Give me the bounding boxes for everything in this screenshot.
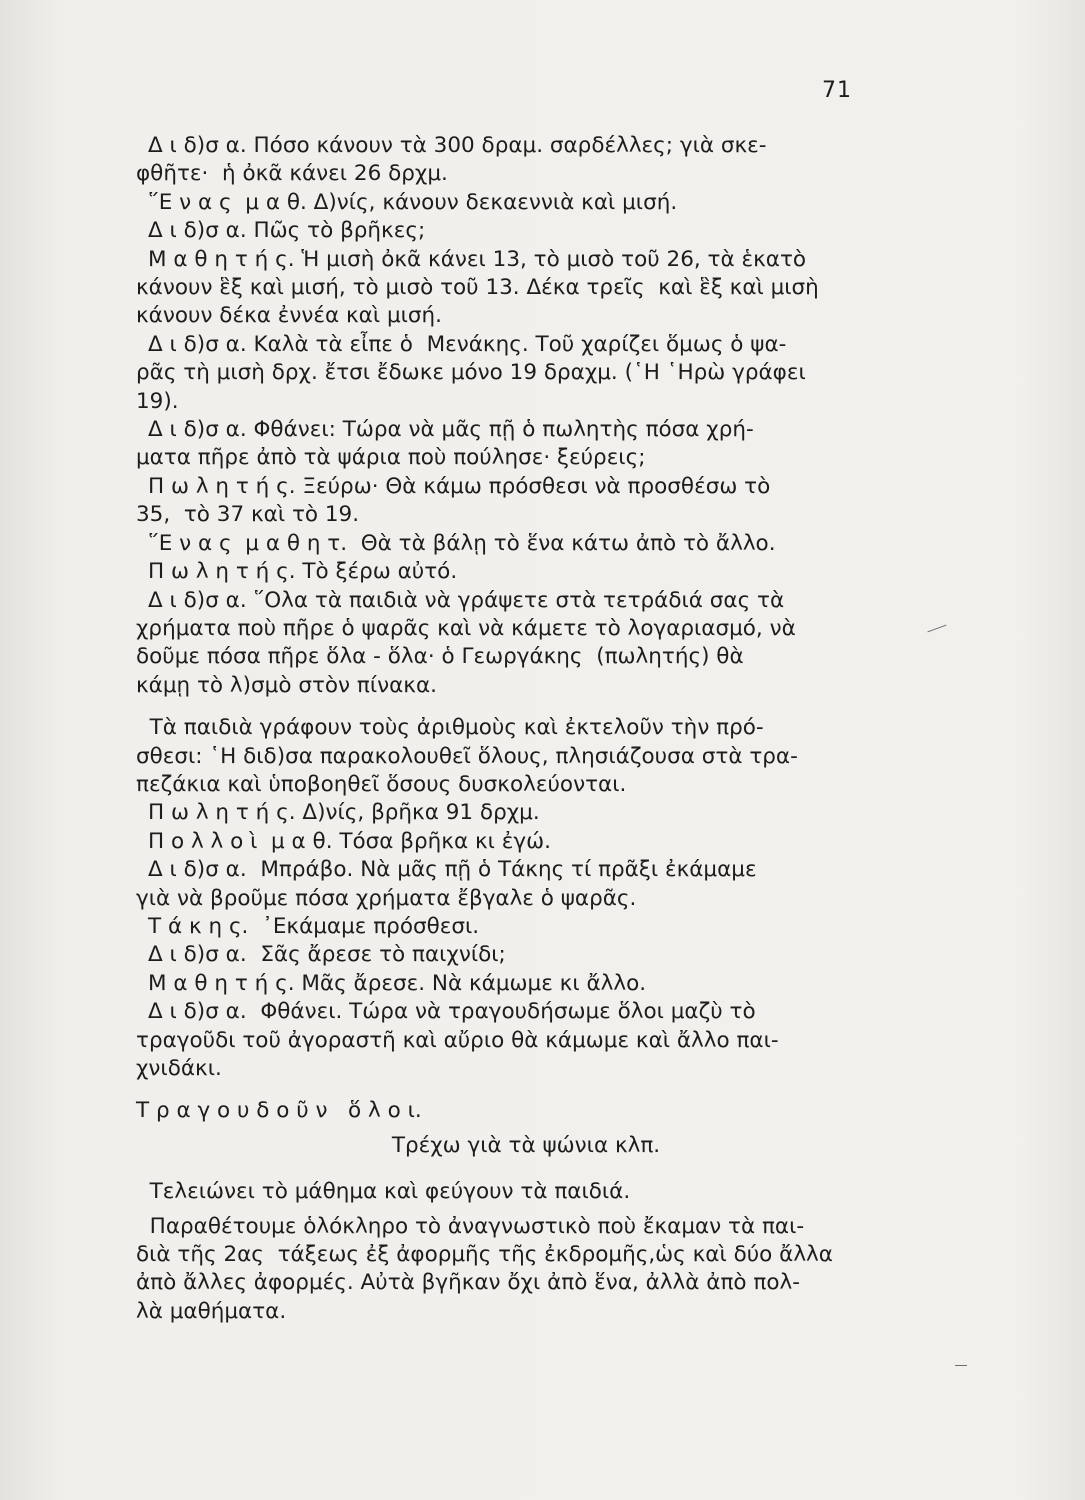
text-line xyxy=(136,416,896,444)
text-line xyxy=(136,587,896,615)
text-line xyxy=(136,743,896,771)
line-text: ματα πῆρε ἀπὸ τὰ ψάρια ποὺ πούλησε· ξεύρεις; xyxy=(136,445,646,471)
speaker-label: Π ω λ η τ ή ς. xyxy=(148,559,296,585)
line-text: ᾿Εκάμαμε πρόσθεσι. xyxy=(248,913,480,939)
paragraph-gap xyxy=(136,700,896,714)
line-text: Δ)νίς, βρῆκα 91 δρχμ. xyxy=(295,800,540,826)
closing-line: Παραθέτουμε ὁλόκληρο τὸ ἀναγνωστικὸ ποὺ ἔκαμαν τὰ παι- xyxy=(136,1213,805,1239)
line-text: Τὰ παιδιὰ γράφουν τοὺς ἀριθμοὺς καὶ ἐκτελοῦν τὴν πρό- xyxy=(136,715,764,741)
line-text: δοῦμε πόσα πῆρε ὅλα - ὅλα· ὁ Γεωργάκης (πωλητής) θὰ xyxy=(136,644,744,670)
paragraph-gap xyxy=(136,1083,896,1097)
speaker-label: Π ω λ η τ ή ς. xyxy=(148,473,296,499)
line-text: Τόσα βρῆκα κι ἐγώ. xyxy=(332,828,551,854)
line-text: κάνουν ἓξ καὶ μισή, τὸ μισὸ τοῦ 13. Δέκα τρεῖς καὶ ἓξ καὶ μισὴ xyxy=(136,275,819,301)
line-text: τραγοῦδι τοῦ ἀγοραστῆ καὶ αὔριο θὰ κάμωμε καὶ ἄλλο παι- xyxy=(136,1027,779,1053)
text-line xyxy=(136,970,896,998)
speaker-label: Π ο λ λ ο ὶ μ α θ. xyxy=(148,828,333,854)
line-text: κάνουν δέκα ἐννέα καὶ μισή. xyxy=(136,303,443,329)
text-line xyxy=(136,1027,896,1055)
speaker-label: Π ω λ η τ ή ς. xyxy=(148,800,296,826)
speaker-label: Τ ά κ η ς. xyxy=(148,913,249,939)
text-line xyxy=(136,388,896,416)
text-line xyxy=(136,1055,896,1083)
page-number: 71 xyxy=(822,78,852,103)
line-text: γιὰ νὰ βροῦμε πόσα χρήματα ἔβγαλε ὁ ψαρᾶς. xyxy=(136,885,637,911)
line-text: 19). xyxy=(136,388,179,414)
text-line xyxy=(136,501,896,529)
text-line xyxy=(136,998,896,1026)
song-title: Τρέχω γιὰ τὰ ψώνια κλπ. xyxy=(391,1132,661,1158)
speaker-label: Δ ι δ)σ α. xyxy=(148,999,247,1025)
line-text: Μπράβο. Νὰ μᾶς πῇ ὁ Τάκης τί πρᾶξι ἐκάμαμε xyxy=(246,857,757,883)
text-line xyxy=(136,359,896,387)
text-line xyxy=(136,615,896,643)
text-line xyxy=(136,160,896,188)
dialogue-body xyxy=(136,132,896,1326)
line-text: φθῆτε· ἡ ὀκᾶ κάνει 26 δρχμ. xyxy=(136,161,448,187)
speaker-label: Δ ι δ)σ α. xyxy=(148,218,247,244)
speaker-label: Δ ι δ)σ α. xyxy=(148,133,247,158)
text-line xyxy=(136,885,896,913)
line-text: Μᾶς ἄρεσε. Νὰ κάμωμε κι ἄλλο. xyxy=(294,970,647,996)
line-text: Ξεύρω· Θὰ κάμω πρόσθεσι νὰ προσθέσω τὸ xyxy=(295,473,771,499)
line-text: Τὸ ξέρω αὐτό. xyxy=(295,559,458,585)
line-text: Πῶς τὸ βρῆκες; xyxy=(246,218,426,244)
text-line xyxy=(136,714,896,742)
text-line xyxy=(136,132,896,160)
speaker-label: Μ α θ η τ ή ς. xyxy=(148,970,295,996)
speaker-label: ῞Ε ν α ς μ α θ η τ. xyxy=(148,530,348,556)
line-text: Καλὰ τὰ εἶπε ὁ Μενάκης. Τοῦ χαρίζει ὅμως ὁ ψα- xyxy=(246,331,787,357)
text-line xyxy=(136,856,896,884)
line-text: χρήματα ποὺ πῆρε ὁ ψαρᾶς καὶ νὰ κάμετε τὸ λογαριασμό, νὰ xyxy=(136,615,796,641)
text-line xyxy=(136,331,896,359)
closing-line: Τελειώνει τὸ μάθημα καὶ φεύγουν τὰ παιδιά. xyxy=(136,1179,631,1205)
line-text: Θὰ τὰ βάλῃ τὸ ἕνα κάτω ἀπὸ τὸ ἄλλο. xyxy=(347,530,776,556)
line-text: Φθάνει: Τώρα νὰ μᾶς πῇ ὁ πωλητὴς πόσα χρή- xyxy=(246,417,754,443)
text-line xyxy=(136,558,896,586)
speaker-label: Δ ι δ)σ α. xyxy=(148,857,247,883)
text-line xyxy=(136,473,896,501)
text-line xyxy=(136,274,896,302)
speaker-label: Δ ι δ)σ α. xyxy=(148,417,247,443)
line-text: σθεσι: ῾Η διδ)σα παρακολουθεῖ ὅλους, πλησιάζουσα στὰ τρα- xyxy=(136,743,798,769)
text-line xyxy=(136,530,896,558)
margin-mark xyxy=(927,625,946,633)
closing-line: λὰ μαθήματα. xyxy=(136,1298,287,1324)
line-text: ῞Ολα τὰ παιδιὰ νὰ γράψετε στὰ τετράδιά σας τὰ xyxy=(246,587,785,613)
margin-mark xyxy=(955,1365,967,1366)
speaker-label: Δ ι δ)σ α. xyxy=(148,942,247,968)
speaker-label: Μ α θ η τ ή ς. xyxy=(148,246,295,272)
text-line xyxy=(136,799,896,827)
line-text: κάμῃ τὸ λ)σμὸ στὸν πίνακα. xyxy=(136,672,437,698)
text-line xyxy=(136,444,896,472)
text-line xyxy=(136,643,896,671)
line-text: χνιδάκι. xyxy=(136,1056,222,1081)
line-text: Σᾶς ἄρεσε τὸ παιχνίδι; xyxy=(246,942,506,968)
text-line xyxy=(136,246,896,274)
closing-line: διὰ τῆς 2ας τάξεως ἐξ ἀφορμῆς τῆς ἐκδρομῆς,ὡς καὶ δύο ἄλλα xyxy=(136,1242,833,1268)
text-line xyxy=(136,941,896,969)
speaker-label: Δ ι δ)σ α. xyxy=(148,587,247,613)
stage-direction: Τ ρ α γ ο υ δ ο ῦ ν ὅ λ ο ι. xyxy=(136,1098,422,1124)
text-line xyxy=(136,913,896,941)
text-line xyxy=(136,302,896,330)
line-text: Φθάνει. Τώρα νὰ τραγουδήσωμε ὅλοι μαζὺ τὸ xyxy=(246,999,756,1025)
text-line xyxy=(136,672,896,700)
closing-line: ἀπὸ ἄλλες ἀφορμές. Αὐτὰ βγῆκαν ὄχι ἀπὸ ἕνα, ἀλλὰ ἀπὸ πολ- xyxy=(136,1270,800,1296)
line-text: 35, τὸ 37 καὶ τὸ 19. xyxy=(136,502,360,528)
text-line xyxy=(136,771,896,799)
line-text: πεζάκια καὶ ὑποβοηθεῖ ὅσους δυσκολεύονται. xyxy=(136,771,627,797)
text-line xyxy=(136,828,896,856)
text-line xyxy=(136,217,896,245)
line-text: ρᾶς τὴ μισὴ δρχ. ἔτσι ἔδωκε μόνο 19 δραχμ. (῾Η ῾Ηρὼ γράφει xyxy=(136,360,806,386)
line-text: Ἡ μισὴ ὀκᾶ κάνει 13, τὸ μισὸ τοῦ 26, τὰ ἑκατὸ xyxy=(294,246,807,272)
line-text: Δ)νίς, κάνουν δεκαεννιὰ καὶ μισή. xyxy=(306,189,678,215)
speaker-label: Δ ι δ)σ α. xyxy=(148,331,247,357)
text-line xyxy=(136,189,896,217)
speaker-label: ῞Ε ν α ς μ α θ. xyxy=(148,189,307,215)
line-text: Πόσο κάνουν τὰ 300 δραμ. σαρδέλλες; γιὰ σκε- xyxy=(246,133,767,158)
